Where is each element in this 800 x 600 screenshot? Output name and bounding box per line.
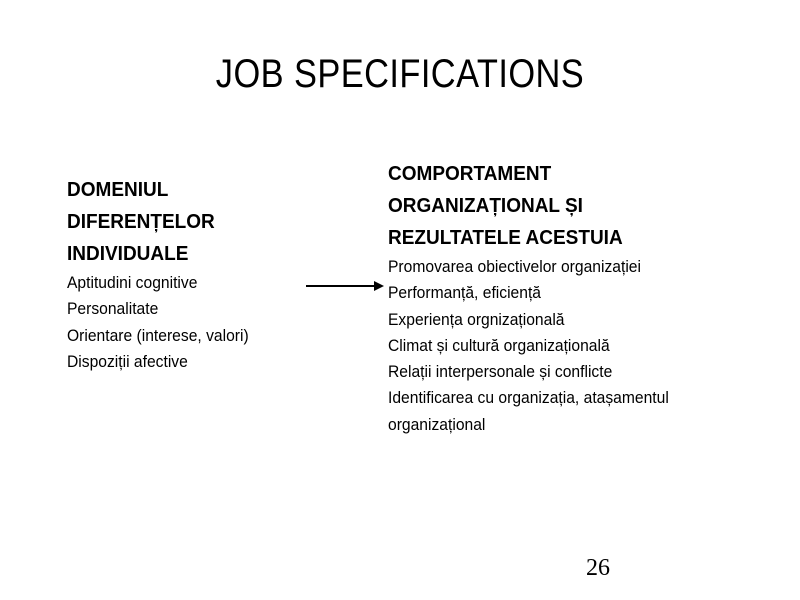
left-list-item: Dispoziții afective <box>67 351 188 371</box>
left-heading-line: DOMENIUL <box>67 179 169 201</box>
right-list-item: Promovarea obiectivelor organizației <box>388 257 641 276</box>
right-heading-line: COMPORTAMENT <box>388 163 552 185</box>
right-heading-line: REZULTATELE ACESTUIA <box>388 227 623 249</box>
right-list-item: Identificarea cu organizația, atașamentul <box>388 388 669 408</box>
slide-title: JOB SPECIFICATIONS <box>215 52 585 96</box>
right-list-item: Climat și cultură organizațională <box>388 335 610 355</box>
right-arrow-icon <box>306 280 384 292</box>
left-list-item: Aptitudini cognitive <box>67 273 198 292</box>
right-list-item: organizațional <box>388 414 486 434</box>
left-list-item: Orientare (interese, valori) <box>67 325 249 345</box>
page-number: 26 <box>586 555 610 581</box>
organizational-behavior-column <box>388 158 788 438</box>
right-heading-line: ORGANIZAȚIONAL ȘI <box>388 195 583 217</box>
left-heading-line: INDIVIDUALE <box>67 243 189 265</box>
right-list-item: Performanță, eficiență <box>388 283 542 303</box>
right-list-item: Experiența orgnizațională <box>388 309 565 329</box>
individual-differences-column <box>67 174 327 375</box>
left-heading-line: DIFERENȚELOR <box>67 211 215 233</box>
left-list-item: Personalitate <box>67 299 159 319</box>
right-list-item: Relații interpersonale și conflicte <box>388 362 613 382</box>
